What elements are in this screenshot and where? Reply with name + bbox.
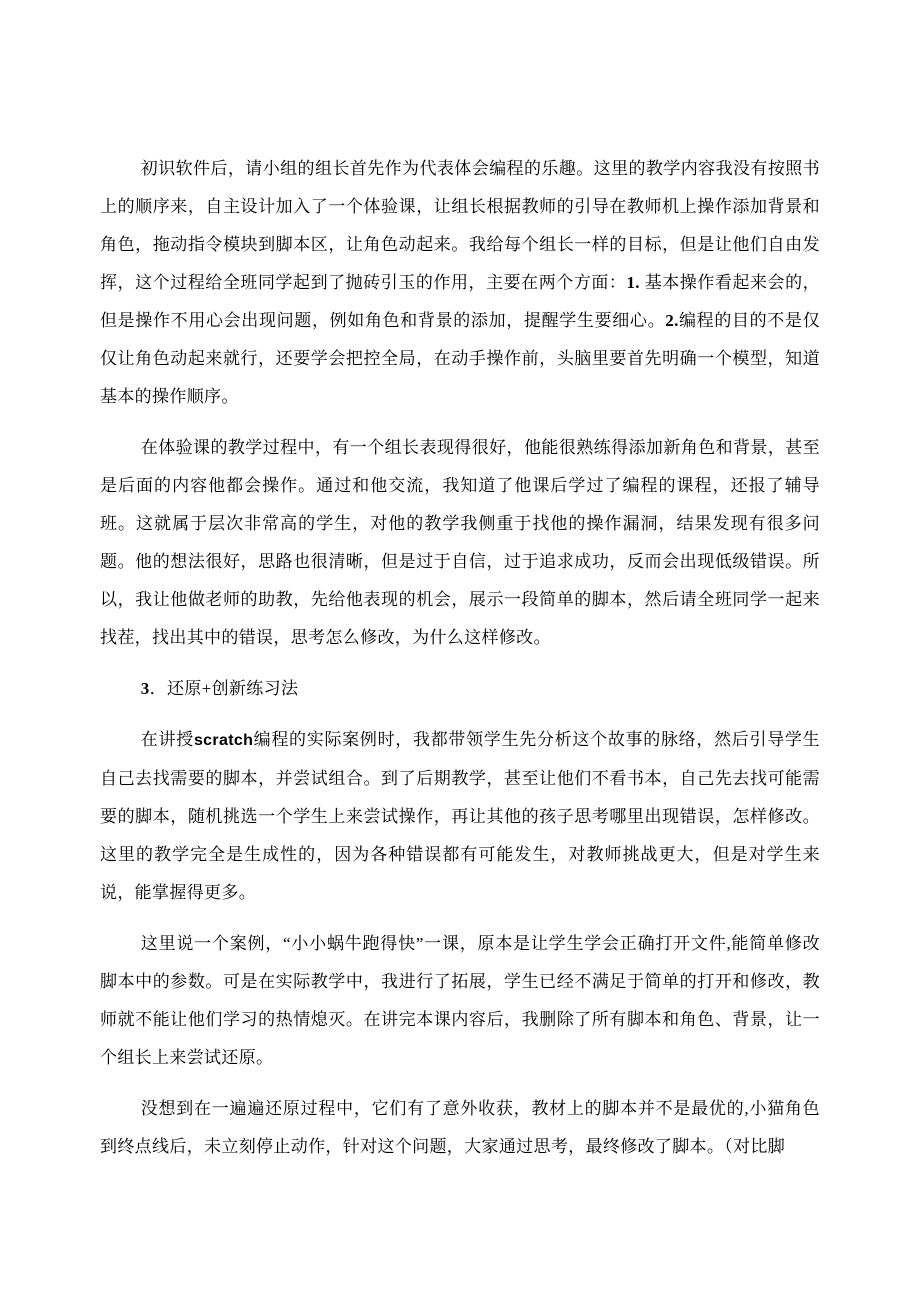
- section-heading-number: 3: [140, 679, 150, 698]
- paragraph-2: 在体验课的教学过程中，有一个组长表现得很好，他能很熟练得添加新角色和背景，甚至是后面的内容他都会操作。通过和他交流，我知道了他课后学过了编程的课程，还报了辅导班。这就属于层次非常高的学生，对他的教学我侧重于找他的操作漏洞，结果发现有很多问题。他的想法很好，思路也很清晰，但是过于自信，过于追求成功，反而会出现低级错误。所以，我让他做老师的助教，先给他表现的机会，展示一段简单的脚本，然后请全班同学一起来找茬，找出其中的错误，思考怎么修改，为什么这样修改。: [100, 438, 820, 647]
- paragraph-1-list-marker-2: 2.: [665, 311, 679, 330]
- section-heading-title: ．还原+创新练习法: [149, 679, 299, 698]
- paragraph-1-text-1: 初识软件后，请小组的组长首先作为代表体会编程的乐趣。这里的教学内容我没有按照书上的顺序来，自主设计加入了一个体验课，让组长根据教师的引导在教师机上操作添加背景和角色，拖动指令模块到脚本区，让角色动起来。我给每个组长一样的目标，但是让他们自由发挥，这个过程给全班同学起到了抛砖引玉的作用，主要在两个方面：: [100, 159, 820, 292]
- paragraph-4: 这里说一个案例，“小小蜗牛跑得快”一课，原本是让学生学会正确打开文件,能简单修改脚本中的参数。可是在实际教学中，我进行了拓展，学生已经不满足于简单的打开和修改，教师就不能让他们学习的热情熄灭。在讲完本课内容后，我删除了所有脚本和角色、背景，让一个组长上来尝试还原。: [100, 934, 820, 1067]
- paragraph-1: [100, 150, 820, 416]
- paragraph-5: 没想到在一遍遍还原过程中，它们有了意外收获，教材上的脚本并不是最优的,小猫角色到终点线后，未立刻停止动作，针对这个问题，大家通过思考，最终修改了脚本。（对比脚: [100, 1099, 820, 1156]
- paragraph-1-list-marker-1: 1.: [626, 273, 640, 292]
- scratch-keyword: scratch: [193, 732, 254, 749]
- paragraph-1-text-2: 基本操作看起来会的，但是操作不用心会出现问题，例如角色和背景的添加，提醒学生要细心。: [100, 273, 820, 330]
- paragraph-3-text-after: 编程的实际案例时，我都带领学生先分析这个故事的脉络，然后引导学生自己去找需要的脚本，并尝试组合。到了后期教学，甚至让他们不看书本，自己先去找可能需要的脚本，随机挑选一个学生上来尝试操作，再让其他的孩子思考哪里出现错误，怎样修改。这里的教学完全是生成性的，因为各种错误都有可能发生，对教师挑战更大，但是对学生来说，能掌握得更多。: [100, 730, 820, 902]
- paragraph-3-text-before: 在讲授: [140, 730, 194, 749]
- section-heading: [100, 670, 820, 708]
- paragraph-1-text-3: 编程的目的不是仅仅让角色动起来就行，还要学会把控全局，在动手操作前，头脑里要首先明确一个模型，知道基本的操作顺序。: [100, 311, 820, 406]
- paragraph-3: [100, 721, 820, 912]
